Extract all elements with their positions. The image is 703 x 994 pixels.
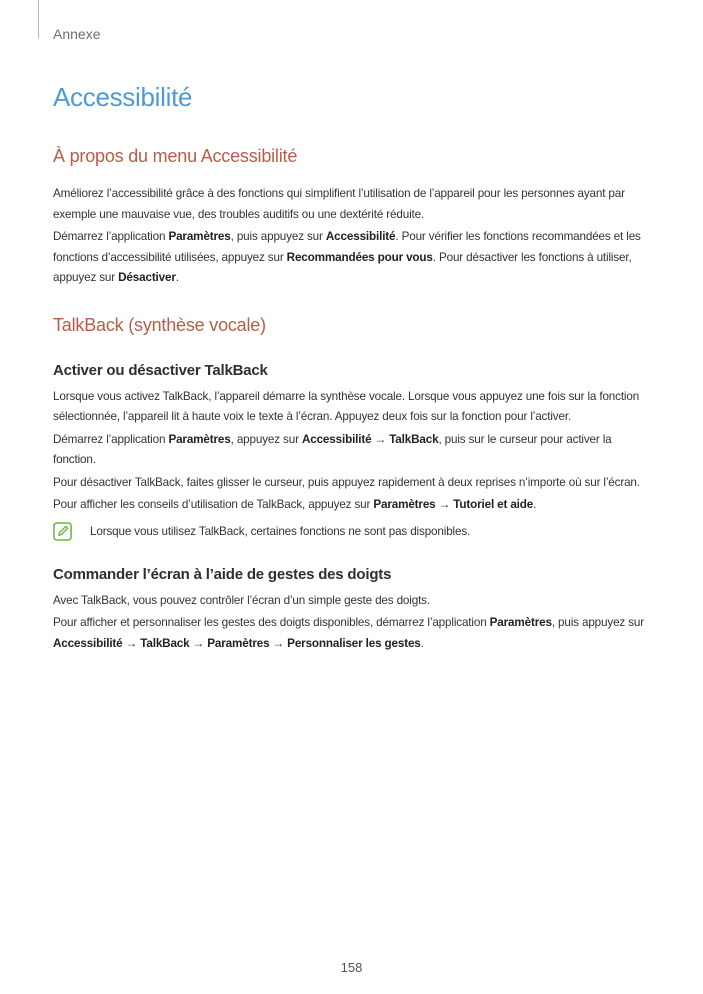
about-paragraph-1: Améliorez l’accessibilité grâce à des fonctions qui simplifient l’utilisation de l’appareil pour les personnes ayant par exemple une mauvaise vue, des troubles auditifs ou une dextérité réduite. xyxy=(53,187,625,221)
section-label: Annexe xyxy=(53,26,101,42)
page-number: 158 xyxy=(340,960,363,975)
gestures-paragraph-2: Pour afficher et personnaliser les gestes des doigts disponibles, démarrez l’application Paramètres, puis appuyez sur Accessibilité → TalkBack → Paramètres → Personnaliser les gestes. xyxy=(53,616,644,650)
menu-term: Tutoriel et aide xyxy=(453,498,534,511)
heading-about: À propos du menu Accessibilité xyxy=(53,146,298,166)
menu-term: Paramètres xyxy=(168,432,231,446)
menu-term: Recommandées pour vous xyxy=(286,250,433,264)
menu-term: Paramètres xyxy=(489,616,552,629)
page-content xyxy=(53,146,653,656)
menu-term: Accessibilité xyxy=(301,432,372,446)
menu-term: Accessibilité xyxy=(325,230,396,243)
menu-term: TalkBack xyxy=(140,636,190,650)
menu-term: TalkBack xyxy=(389,432,439,446)
menu-term: Paramètres xyxy=(207,636,270,650)
menu-term: Désactiver xyxy=(118,271,176,284)
page-title: Accessibilité xyxy=(53,82,193,112)
note-text: Lorsque vous utilisez TalkBack, certaines fonctions ne sont pas disponibles. xyxy=(90,524,471,538)
heading-talkback-onoff: Activer ou désactiver TalkBack xyxy=(53,361,268,379)
menu-term: Accessibilité xyxy=(53,636,123,650)
onoff-paragraph-4: Pour afficher les conseils d’utilisation de TalkBack, appuyez sur Paramètres → Tutoriel et aide. xyxy=(53,498,537,511)
onoff-paragraph-1: Lorsque vous activez TalkBack, l’appareil démarre la synthèse vocale. Lorsque vous appuyez une fois sur la fonction sélectionnée, l’appareil lit à haute voix le texte à l’écran. Appuyez deux fois sur la fonction pour l’activer. xyxy=(53,389,640,423)
menu-term: Personnaliser les gestes xyxy=(287,636,421,650)
note xyxy=(53,522,653,542)
heading-talkback: TalkBack (synthèse vocale) xyxy=(53,314,266,335)
onoff-paragraph-2: Démarrez l’application Paramètres, appuyez sur Accessibilité → TalkBack, puis sur le curseur pour activer la fonction. xyxy=(53,432,612,466)
heading-gestures: Commander l’écran à l’aide de gestes des doigts xyxy=(53,565,392,583)
note-pencil-icon xyxy=(53,522,72,541)
onoff-paragraph-3: Pour désactiver TalkBack, faites glisser le curseur, puis appuyez rapidement à deux reprises n’importe où sur l’écran. xyxy=(53,475,640,489)
menu-term: Paramètres xyxy=(168,230,231,243)
margin-rule xyxy=(38,0,39,38)
about-paragraph-2: Démarrez l’application Paramètres, puis appuyez sur Accessibilité. Pour vérifier les fonctions recommandées et les fonctions d’accessibilité utilisées, appuyez sur Recommandées pour vous. Pour désactiver les fonctions à utiliser, appuyez sur Désactiver. xyxy=(53,230,641,284)
gestures-paragraph-1: Avec TalkBack, vous pouvez contrôler l’écran d’un simple geste des doigts. xyxy=(53,593,430,607)
menu-term: Paramètres xyxy=(373,498,436,511)
